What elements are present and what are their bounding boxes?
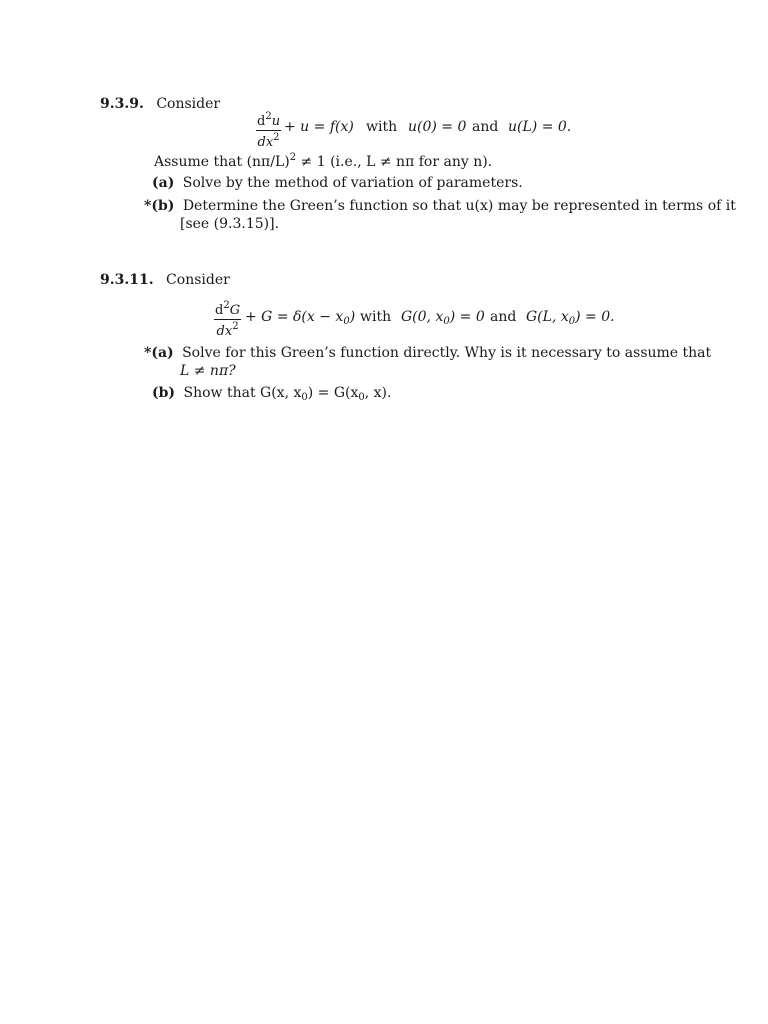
- part-end: , x).: [364, 385, 392, 401]
- frac-num-var: u: [271, 114, 281, 129]
- part-label: (b): [152, 385, 176, 401]
- equation-fraction: [256, 112, 281, 149]
- part-label: *(a): [144, 345, 174, 361]
- frac-den-sup: 2: [273, 132, 280, 143]
- part-label: *(b): [144, 198, 175, 214]
- part-b: [144, 198, 736, 214]
- frac-num: d: [215, 303, 224, 318]
- part-sub: 0: [301, 392, 308, 403]
- frac-num-sup: 2: [223, 300, 230, 311]
- frac-num-sup: 2: [265, 111, 272, 122]
- assume-lead: Assume that (nπ/L): [154, 154, 290, 170]
- boundary-condition-2: u(L) = 0.: [508, 119, 572, 135]
- equation-fraction: [214, 301, 241, 338]
- boundary-condition-2: [526, 309, 615, 327]
- frac-den: dx: [216, 324, 233, 339]
- cond1-sub: 0: [443, 316, 450, 327]
- problem-9-3-9-header: [100, 96, 220, 112]
- part-label: (a): [152, 175, 175, 191]
- part-text: Solve for this Green’s function directly. Why is it necessary to assume that: [182, 345, 712, 361]
- problem-number: 9.3.11.: [100, 272, 154, 288]
- equation-rest: + u = f(x): [284, 119, 354, 135]
- problem-intro: Consider: [166, 272, 230, 288]
- problem-number: 9.3.9.: [100, 96, 144, 112]
- eq-rest-end: ): [349, 309, 356, 325]
- cond2-end: ) = 0.: [575, 309, 615, 325]
- part-a: [144, 345, 711, 361]
- equation-with: with: [366, 119, 398, 135]
- frac-num-var: G: [229, 303, 241, 318]
- assumption-text: [154, 152, 492, 170]
- problem-intro: Consider: [156, 96, 221, 112]
- problem-9-3-11-header: [100, 272, 230, 288]
- part-text: Determine the Green’s function so that u(x) may be represented in terms of it: [182, 198, 736, 214]
- part-b-line2: [see (9.3.15)].: [180, 216, 280, 232]
- eq-rest-sub: 0: [343, 316, 350, 327]
- part-b: [152, 385, 391, 403]
- equation-and: and: [472, 119, 499, 135]
- assume-tail: ≠ 1 (i.e., L ≠ nπ for any n).: [296, 154, 493, 170]
- frac-den-sup: 2: [232, 321, 239, 332]
- cond2: G(L, x: [526, 309, 569, 325]
- eq-rest: + G = δ(x − x: [245, 309, 344, 325]
- frac-den: dx: [257, 135, 274, 150]
- part-a-line2: L ≠ nπ?: [180, 363, 236, 379]
- equation-rest: [245, 309, 355, 327]
- assume-sup: 2: [289, 152, 297, 163]
- boundary-condition-1: u(0) = 0: [408, 119, 467, 135]
- equation-and: and: [490, 309, 517, 325]
- part-text: Show that G(x, x: [183, 385, 302, 401]
- frac-num: d: [257, 114, 266, 129]
- part-mid: ) = G(x: [307, 385, 359, 401]
- cond2-sub: 0: [568, 316, 576, 327]
- part-text: Solve by the method of variation of parameters.: [182, 175, 523, 191]
- cond1: G(0, x: [401, 309, 444, 325]
- boundary-condition-1: [401, 309, 485, 327]
- part-sub2: 0: [358, 392, 365, 403]
- cond1-end: ) = 0: [449, 309, 485, 325]
- part-a: [152, 175, 523, 191]
- equation-with: with: [360, 309, 392, 325]
